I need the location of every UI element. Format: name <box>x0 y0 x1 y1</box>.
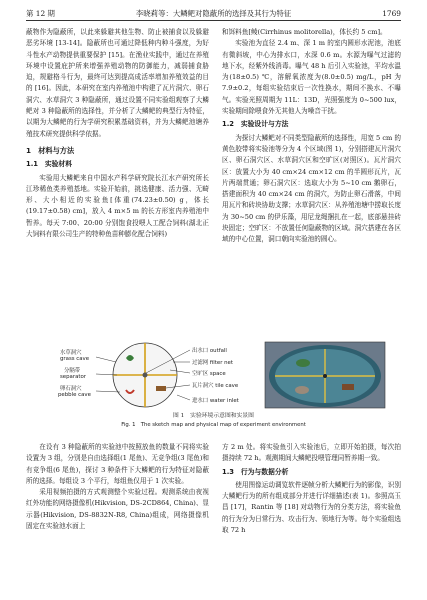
tile-cave-marker <box>156 386 166 391</box>
label-tile-cave: 瓦片洞穴 tile cave <box>192 383 239 389</box>
sketch-map <box>96 343 190 407</box>
figure-caption <box>26 412 401 430</box>
label-water-inlet: 进水口 water inlet <box>192 398 239 404</box>
figure-caption-en: Fig. 1 The sketch map and physical map of experiment environment <box>121 422 306 428</box>
running-header <box>26 8 401 21</box>
right-column-top <box>222 27 401 246</box>
page-number: 1769 <box>382 9 401 18</box>
label-separator-en: separator <box>60 374 86 380</box>
figure-1 <box>40 340 390 410</box>
left-column-top <box>26 27 209 240</box>
label-outfall: 出水口 outfall <box>192 348 227 354</box>
feed-paragraph: 和饵料鱼[鲮(Cirrhinus molitorella)，体长约 5 cm]。 <box>222 28 387 36</box>
design-paragraph: 为探讨大鳞鲃对不同类型隐蔽所的选择性，用宽 5 cm 的黄色胶带将实验池等分为 4 个区域(图 1)，分别搭建瓦片洞穴区、卵石洞穴区、水草洞穴区和空旷区(对照区)。瓦片洞穴区：放置大小为 40 cm×24 cm×12 cm 的半圆形瓦片，瓦片两端贯通；卵石洞穴区：选取大小为 5~10 cm 鹅卵石，搭建面积为 40 cm×24 cm 的洞穴，为防止卵石滑落，中间用瓦片和砖块协助支撑；水草洞穴区：从养殖池塘中捞取长度为 30~50 cm 的伊乐藻，用尼龙绳捆扎在一起，底部悬挂砖块固定；空旷区：不放置任何隐蔽物的区域。洞穴搭建在各区域的中心位置，洞口朝向实验池的圆心。 <box>222 133 401 244</box>
intro-paragraph: 蔽物作为隐蔽所，以此来躲避其他生物、防止被捕食以及躲避恶劣环境 [13-14]。隐蔽所也可通过降低种内种斗强度，为好斗性水产动物提供重要保护 [15]。在渔业实践中，通过在养殖环境中设置庇护所来增强养殖动物的防御能力，减弱捕食胁迫，规避格斗行为，最终可达到提高成活率增加养殖效益的目的 [16]。因此，本研究在室内养殖池中构建了瓦片洞穴、卵石洞穴、水草洞穴 3 种隐蔽所，通过设置不同实验组观察了大鳞鲃对 3 种隐蔽所的选择性，并分析了大鳞鲃的典型行为特征，以期为大鳞鲃的行为学研究积累基础资料，并为大鳞鲃池塘养殖技术研究提供科学依据。 <box>26 28 209 138</box>
label-grass-cave-cn: 水草洞穴 <box>60 350 82 356</box>
sketch-labels-left <box>58 348 92 398</box>
figure-caption-cn: 图 1 实验环境示意图和实景图 <box>173 413 254 419</box>
left-column-bottom <box>26 442 209 532</box>
sketch-labels-right <box>192 346 239 404</box>
photo-pebble-cave <box>295 386 309 394</box>
photo-grass-cave <box>296 359 310 367</box>
video-paragraph: 采用视频拍摄的方式观测整个实验过程。观测系统由夜视红外功能的网络摄像机(Hikvision, DS-2CD864, China)、显示器(Hikvision, DS-8832N-R8, China)组成，网络摄像机固定在实验池水面上 <box>26 488 210 531</box>
analysis-paragraph: 使用图像运动调览软件逐帧分析大鳞鲃行为的影像，识别大鳞鲃行为的所有组成部分并进行详细描述(表 1)。参照高玉昌 [17]，Rantin 等 [18] 对动物行为的分类方法，将实验鱼的行为分为日常行为、攻击行为、领地行为等。每个实验组选取 72 h <box>222 480 401 535</box>
subsection-heading-analysis: 1.3 行为与数据分析 <box>222 467 289 476</box>
label-space: 空旷区 space <box>192 371 226 377</box>
camera-paragraph: 方 2 m 处。将实验鱼引入实验池后，立即开始拍摄，每次拍摄持续 72 h。观测期间大鳞鲃投喂管理同暂养期一致。 <box>222 443 401 463</box>
issue-label: 第 12 期 <box>26 9 55 18</box>
right-column-bottom <box>222 442 401 536</box>
materials-paragraph: 实验用大鳞鲃来自中国水产科学研究院长江水产研究所长江珍稀鱼类养殖基地。实验开始前，挑选健康、活力强、无畸形、大小相近的实验鱼[体重(74.23±0.50) g，体长(19.17±0.58) cm]，放入 4 m×5 m 的长方形室内养殖池中暂养。每天 7:00、20:00 分别饱食投喂人工配合饲料(湖北正大饲料有限公司生产的特种鱼苗种膨化配合饲料) <box>26 173 209 239</box>
subsection-heading-materials: 1.1 实验材料 <box>26 160 73 169</box>
label-grass-cave-en: grass cave <box>60 356 90 362</box>
label-pebble-cave-cn: 卵石洞穴 <box>60 386 82 392</box>
section-heading-materials: 1 材料与方法 <box>26 145 75 155</box>
groups-paragraph: 在设有 3 种隐蔽所的实验池中按照放鱼的数量不同将实验设置为 3 组，分别是自由选择组(1 尾鱼)、无竞争组(3 尾鱼)和有竞争组(6 尾鱼)，探讨 3 种条件下大鳞鲃的行为特征对隐蔽所的选择。每组设 3 个平行，每组鱼仅用于 1 次实验。 <box>26 443 209 485</box>
subsection-heading-design: 1.2 实验设计与方法 <box>222 120 289 129</box>
outfall-marker <box>143 373 148 378</box>
label-separator-cn: 分隔带 <box>64 368 81 374</box>
running-title: 李晓莉等：大鳞鲃对隐蔽所的选择及其行为特征 <box>135 9 292 18</box>
pool-paragraph: 实验池为直径 2.4 m、深 1 m 的室内圆形水泥池，池底有微斜坡，中心为排水口，水深 0.6 m。水源为曝气过滤的地下水，经紫外线消毒。曝气 48 h 后引入实验池，平均水温为(18±0.5) ℃，溶解氧浓度为(8.0±0.5) mg/L，pH 为 7.9±0.2，每组实验结束后一次性换水，期间不换水、不曝气。实验光照周期为 11L：13D，光照强度为 0~500 lux，实验期间除喂食外无其他人为噪音干扰。 <box>222 39 401 116</box>
photo-tile-cave <box>342 384 354 390</box>
label-filter-net: 过滤网 filter net <box>192 360 233 366</box>
physical-map-photo <box>265 342 385 408</box>
experiment-environment-figure <box>40 340 390 410</box>
label-pebble-cave-en: pebble cave <box>58 392 91 398</box>
